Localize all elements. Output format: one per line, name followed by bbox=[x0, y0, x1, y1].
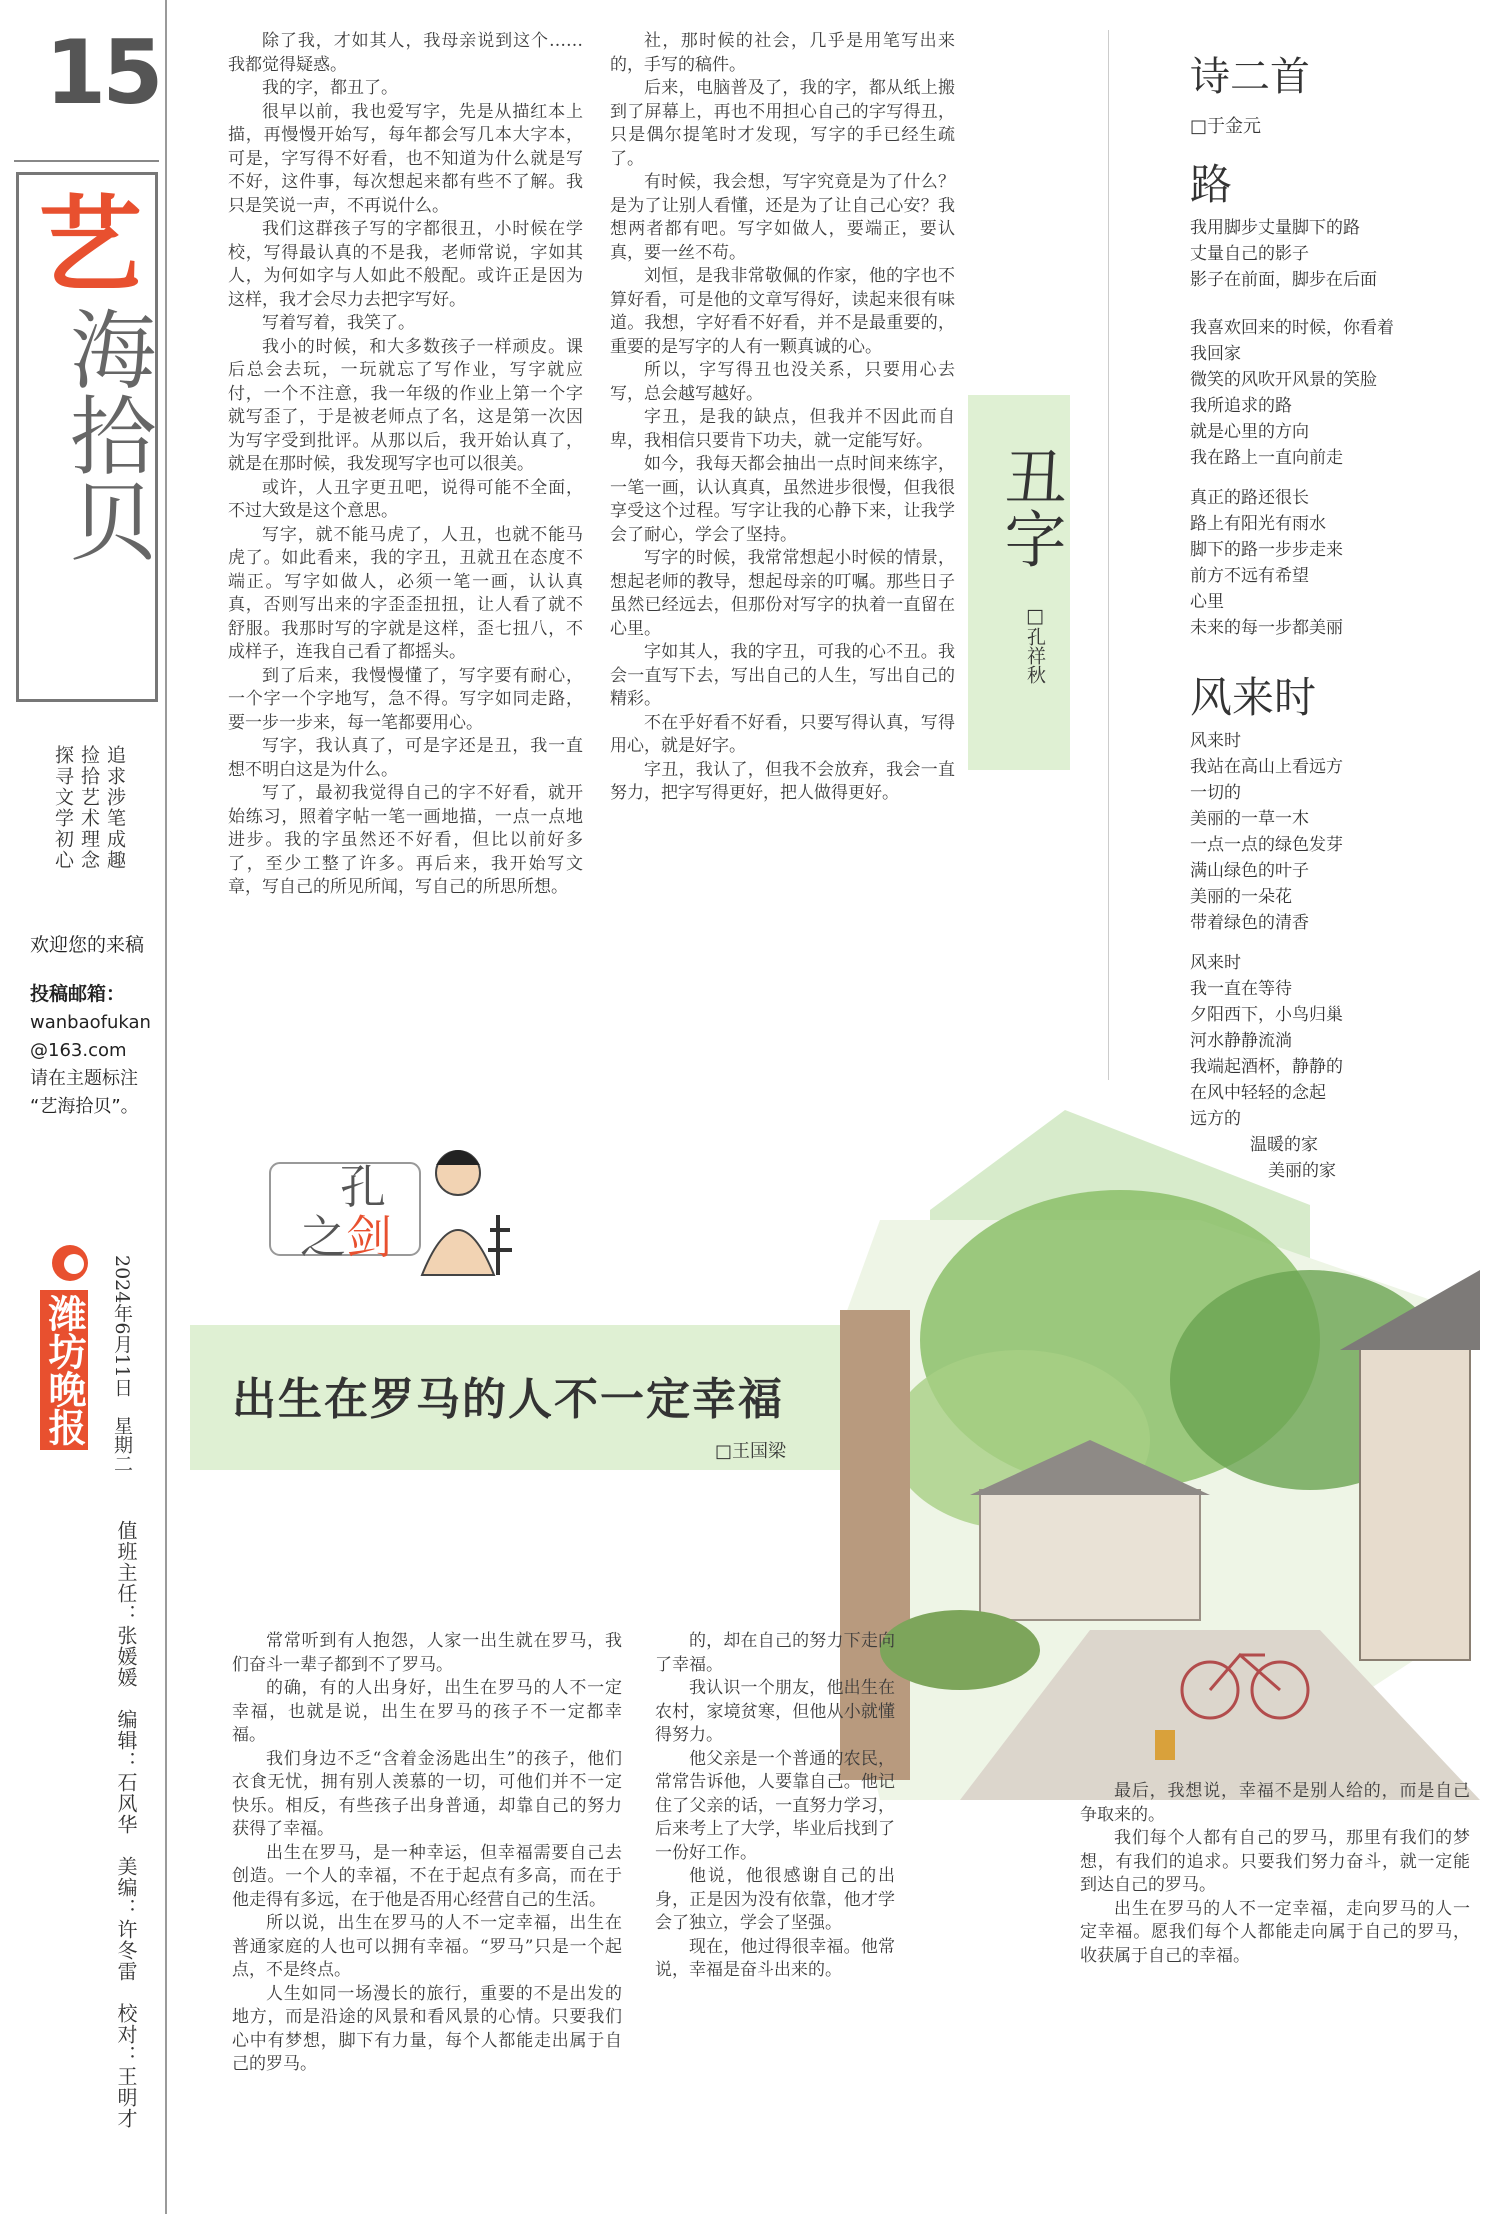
section-title-first-char: 艺 bbox=[38, 183, 143, 306]
bushes bbox=[880, 1610, 1040, 1690]
poem1-stanza-3 bbox=[1190, 485, 1343, 641]
note-line-1: 请在主题标注 bbox=[30, 1068, 138, 1089]
paragraph: 我认识一个朋友，他出生在农村，家境贫寒，但他从小就懂得努力。 bbox=[655, 1678, 895, 1745]
choushi-column-2 bbox=[610, 30, 955, 1230]
paragraph: 他父亲是一个普通的农民，常常告诉他，人要靠自己。他记住了父亲的话，一直努力学习，后来考上了大学，毕业后找到了一份好工作。 bbox=[655, 1748, 895, 1863]
verse-line: 河水静静流淌 bbox=[1190, 1031, 1292, 1051]
verse-line: 我所追求的路 bbox=[1190, 396, 1292, 416]
poem2-stanza-1 bbox=[1190, 728, 1343, 936]
paragraph: 他说，他很感谢自己的出身，正是因为没有依靠，他才学会了独立，学会了坚强。 bbox=[655, 1866, 895, 1933]
verse-line: 脚下的路一步步走来 bbox=[1190, 540, 1343, 560]
verse-line: 真正的路还很长 bbox=[1190, 488, 1309, 508]
paragraph: 我们每个人都有自己的罗马，那里有我们的梦想，有我们的追求。只要我们努力奋斗，就一定能到达自己的罗马。 bbox=[1080, 1828, 1470, 1895]
verse-line: 丈量自己的影子 bbox=[1190, 244, 1309, 264]
verse-line: 影子在前面，脚步在后面 bbox=[1190, 270, 1377, 290]
paragraph: 字如其人，我的字丑，可我的心不丑。我会一直写下去，写出自己的人生，写出自己的精彩。 bbox=[610, 642, 955, 709]
portrait-body bbox=[422, 1230, 494, 1275]
paragraph: 如今，我每天都会抽出一点时间来练字，一笔一画，认认真真，虽然进步很慢，但我很享受这个过程。写字让我的心静下来，让我学会了耐心，学会了坚持。 bbox=[610, 454, 955, 545]
newspaper-logo-icon bbox=[52, 1245, 88, 1281]
rome-column-2 bbox=[655, 1630, 895, 2200]
paragraph: 很早以前，我也爱写字，先是从描红本上描，再慢慢开始写，每年都会写几本大字本，可是，字写得不好看，也不知道为什么就是写不好，这件事，每次想起来都有些不了解。我只是笑说一声，不再说什么。 bbox=[228, 101, 583, 216]
paragraph: 写了，最初我觉得自己的字不好看，就开始练习，照着字帖一笔一画地描，一点一点地进步。我的字虽然还不好看，但比以前好多了，至少工整了许多。再后来，我开始写文章，写自己的所见所闻，写自己的所思所想。 bbox=[228, 783, 583, 897]
verse-line: 未来的每一步都美丽 bbox=[1190, 618, 1343, 638]
paragraph: 写字，我认真了，可是字还是丑，我一直想不明白这是为什么。 bbox=[228, 736, 583, 780]
column-head-char-1: 孔 bbox=[340, 1160, 386, 1214]
column-head-char-2: 之 bbox=[300, 1210, 346, 1264]
verse-line: 夕阳西下，小鸟归巢 bbox=[1190, 1005, 1343, 1025]
verse-line: 我端起酒杯，静静的 bbox=[1190, 1057, 1343, 1077]
verse-line: 满山绿色的叶子 bbox=[1190, 861, 1309, 881]
paragraph: 我小的时候，和大多数孩子一样顽皮。课后总会去玩，一玩就忘了写作业，写字就应付，一个不注意，我一年级的作业上第一个字就写歪了，于是被老师点了名，这是第一次因为写字受到批评。从那以后，我开始认真了，就是在那时候，我发现写字也可以很美。 bbox=[228, 336, 583, 474]
note-line-2: “艺海拾贝”。 bbox=[30, 1096, 139, 1117]
column-head-name bbox=[300, 1162, 392, 1262]
verse-line: 心里 bbox=[1190, 592, 1224, 612]
verse-line: 前方不远有希望 bbox=[1190, 566, 1309, 586]
rome-column-3 bbox=[1080, 1780, 1470, 2220]
verse-line: 就是心里的方向 bbox=[1190, 422, 1309, 442]
verse-line: 我一直在等待 bbox=[1190, 979, 1292, 999]
verse-line: 一切的 bbox=[1190, 783, 1241, 803]
contact-block bbox=[30, 980, 151, 1121]
column-head-char-3: 剑 bbox=[346, 1210, 392, 1264]
paragraph: 所以，字写得丑也没关系，只要用心去写，总会越写越好。 bbox=[610, 360, 955, 404]
motto-line-1: 追求涉笔成趣 bbox=[104, 745, 126, 871]
paragraph: 的，却在自己的努力下走向了幸福。 bbox=[655, 1631, 895, 1675]
choushi-author: □孔祥秋 bbox=[1024, 605, 1046, 684]
poem-author: □于金元 bbox=[1190, 116, 1262, 137]
paragraph: 出生在罗马的人不一定幸福，走向罗马的人一定幸福。愿我们每个人都能走向属于自己的罗马，收获属于自己的幸福。 bbox=[1080, 1898, 1470, 1966]
paragraph: 后来，电脑普及了，我的字，都从纸上搬到了屏幕上，再也不用担心自己的字写得丑，只是偶尔提笔时才发现，写字的手已经生疏了。 bbox=[610, 78, 955, 169]
motto-line-2: 捡拾艺术理念 bbox=[78, 745, 100, 871]
house-right bbox=[1360, 1340, 1470, 1660]
verse-line: 远方的 bbox=[1190, 1109, 1241, 1129]
verse-line: 风来时 bbox=[1190, 953, 1241, 973]
paragraph: 写字，就不能马虎了，人丑，也就不能马虎了。如此看来，我的字丑，丑就丑在态度不端正。写字如做人，必须一笔一画，认认真真，否则写出来的字歪歪扭扭，让人看了就不舒服。我那时写的字就是这样，歪七扭八，不成样子，连我自己看了都摇头。 bbox=[228, 524, 583, 662]
paragraph: 我的字，都丑了。 bbox=[262, 78, 398, 98]
verse-line: 温暖的家 bbox=[1250, 1135, 1318, 1155]
paragraph: 的确，有的人出身好，出生在罗马的人不一定幸福，也就是说，出生在罗马的孩子不一定都幸福。 bbox=[232, 1678, 622, 1745]
verse-line: 微笑的风吹开风景的笑脸 bbox=[1190, 370, 1377, 390]
paragraph: 人生如同一场漫长的旅行，重要的不是出发的地方，而是沿途的风景和看风景的心情。只要我们心中有梦想，脚下有力量，每个人都能走出属于自己的罗马。 bbox=[232, 1983, 622, 2074]
paragraph: 现在，他过得很幸福。他常说，幸福是奋斗出来的。 bbox=[655, 1936, 895, 1980]
verse-line: 带着绿色的清香 bbox=[1190, 913, 1309, 933]
paragraph: 字丑，是我的缺点，但我并不因此而自卑，我相信只要肯下功夫，就一定能写好。 bbox=[610, 407, 955, 451]
contact-label: 投稿邮箱： bbox=[30, 983, 126, 1005]
paragraph: 除了我，才如其人，我母亲说到这个……我都觉得疑惑。 bbox=[228, 31, 583, 75]
verse-line: 路上有阳光有雨水 bbox=[1190, 514, 1326, 534]
flower-pot bbox=[1155, 1730, 1175, 1760]
verse-line: 风来时 bbox=[1190, 731, 1241, 751]
village-street-painting bbox=[840, 1110, 1490, 1800]
verse-line: 我回家 bbox=[1190, 344, 1241, 364]
portrait-hair bbox=[436, 1150, 480, 1165]
email-line-1: wanbaofukan bbox=[30, 1012, 151, 1033]
poem-section-title: 诗二首 bbox=[1190, 54, 1310, 100]
house-center bbox=[980, 1490, 1200, 1620]
verse-line: 美丽的一朵花 bbox=[1190, 887, 1292, 907]
verse-line: 我在路上一直向前走 bbox=[1190, 448, 1343, 468]
paragraph: 刘恒，是我非常敬佩的作家，他的字也不算好看，可是他的文章写得好，读起来很有味道。我想，字好看不好看，并不是最重要的，重要的是写字的人有一颗真诚的心。 bbox=[610, 266, 955, 357]
signature-mark bbox=[488, 1215, 512, 1275]
welcome-text: 欢迎您的来稿 bbox=[30, 934, 145, 956]
email-line-2: @163.com bbox=[30, 1040, 127, 1061]
paragraph: 写着写着，我笑了。 bbox=[262, 313, 415, 333]
rome-column-1 bbox=[232, 1630, 622, 2200]
verse-line: 我站在高山上看远方 bbox=[1190, 757, 1343, 777]
paragraph: 写字的时候，我常常想起小时候的情景，想起老师的教导，想起母亲的叮嘱。那些日子虽然已经远去，但那份对写字的执着一直留在心里。 bbox=[610, 548, 955, 639]
motto-line-3: 探寻文学初心 bbox=[52, 745, 74, 871]
verse-line: 我喜欢回来的时候，你看着 bbox=[1190, 318, 1394, 338]
poem1-title: 路 bbox=[1190, 160, 1233, 209]
editorial-credits: 值班主任：张媛媛 编辑：石风华 美编：许冬雷 校对：王明才 bbox=[114, 1520, 138, 2129]
poem1-stanza-2 bbox=[1190, 315, 1394, 471]
verse-line: 美丽的一草一木 bbox=[1190, 809, 1309, 829]
paragraph: 最后，我想说，幸福不是别人给的，而是自己争取来的。 bbox=[1080, 1781, 1470, 1825]
paragraph: 字丑，我认了，但我不会放弃，我会一直努力，把字写得更好，把人做得更好。 bbox=[610, 759, 955, 803]
paragraph: 出生在罗马，是一种幸运，但幸福需要自己去创造。一个人的幸福，不在于起点有多高，而在于他走得有多远，在于他是否用心经营自己的生活。 bbox=[232, 1842, 622, 1910]
paragraph: 或许，人丑字更丑吧，说得可能不全面，不过大致是这个意思。 bbox=[228, 477, 583, 521]
paragraph: 到了后来，我慢慢懂了，写字要有耐心，一个字一个字地写，急不得。写字如同走路，要一步一步来，每一笔都要用心。 bbox=[228, 665, 583, 733]
paragraph: 所以说，出生在罗马的人不一定幸福，出生在普通家庭的人也可以拥有幸福。“罗马”只是一个起点，不是终点。 bbox=[232, 1913, 622, 1980]
verse-line: 我用脚步丈量脚下的路 bbox=[1190, 218, 1360, 238]
poem-divider bbox=[1108, 30, 1109, 1080]
paragraph: 有时候，我会想，写字究竟是为了什么？是为了让别人看懂，还是为了让自己心安？我想两者都有吧。写字如做人，要端正，要认真，要一丝不苟。 bbox=[610, 172, 955, 263]
rome-title: 出生在罗马的人不一定幸福 bbox=[232, 1374, 784, 1425]
paragraph: 不在乎好看不好看，只要写得认真，写得用心，就是好字。 bbox=[610, 712, 955, 756]
verse-line: 一点一点的绿色发芽 bbox=[1190, 835, 1343, 855]
verse-line: 在风中轻轻的念起 bbox=[1190, 1083, 1326, 1103]
paragraph: 我们这群孩子写的字都很丑，小时候在学校，写得最认真的不是我，老师常说，字如其人，为何如字与人如此不般配。或许正是因为这样，我才会尽力去把字写好。 bbox=[228, 219, 583, 310]
verse-line: 美丽的家 bbox=[1268, 1161, 1336, 1181]
rome-author: □王国梁 bbox=[715, 1441, 787, 1462]
page-number-rule bbox=[14, 160, 159, 162]
paragraph: 常常听到有人抱怨，人家一出生就在罗马，我们奋斗一辈子都到不了罗马。 bbox=[232, 1631, 622, 1675]
poem1-stanza-1 bbox=[1190, 215, 1377, 293]
choushi-column-1 bbox=[228, 30, 583, 1230]
page-number: 15 bbox=[45, 21, 160, 124]
paragraph: 社，那时候的社会，几乎是用笔写出来的，手写的稿件。 bbox=[610, 31, 955, 75]
poem2-title: 风来时 bbox=[1190, 673, 1317, 722]
sidebar-divider bbox=[165, 0, 167, 2214]
newspaper-name: 潍坊晚报 bbox=[40, 1290, 88, 1450]
section-title-rest: 海拾贝 bbox=[55, 305, 155, 563]
issue-date: 2024年6月11日 星期二 bbox=[111, 1255, 133, 1473]
paragraph: 我们身边不乏“含着金汤匙出生”的孩子，他们衣食无忧，拥有别人羡慕的一切，可他们并不一定快乐。相反，有些孩子出身普通，却靠自己的努力获得了幸福。 bbox=[232, 1748, 622, 1839]
choushi-title: 丑字 bbox=[994, 445, 1067, 569]
